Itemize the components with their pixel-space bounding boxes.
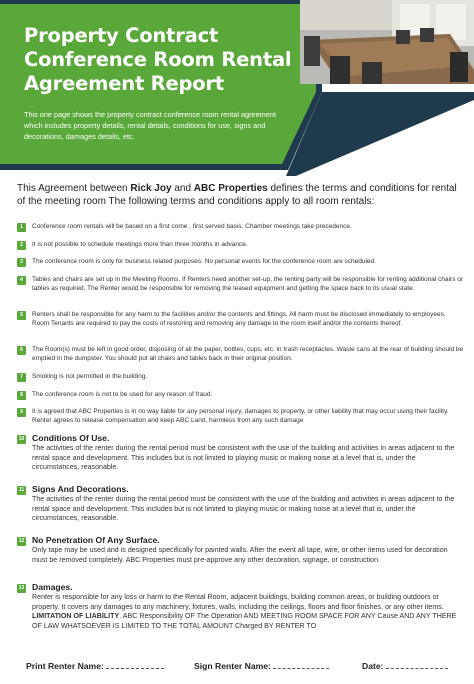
- section-number-badge: 11: [18, 487, 25, 493]
- item-number-badge: 8: [17, 391, 26, 400]
- section-number-badge: 12: [18, 538, 25, 544]
- lead-and: and: [171, 183, 194, 194]
- print-renter-name-field[interactable]: [26, 659, 164, 671]
- term-text: It is not possible to schedule meetings more than three months in advance.: [32, 241, 248, 248]
- print-renter-label: Print Renter Name:: [26, 661, 104, 671]
- sign-renter-line[interactable]: [273, 659, 329, 669]
- date-label: Date:: [362, 661, 384, 671]
- damages-body: Renter is responsible for any loss or harm to the Rental Room, adjacent buildings, building common areas, or building outdoors or property. It covers any damages to any machinery, fixtures, walls, including the ceilings, floors and floor finishes, or any other items.: [32, 593, 444, 611]
- sign-renter-label: Sign Renter Name:: [194, 661, 271, 671]
- item-number-badge: 6: [17, 346, 26, 355]
- term-text: It is agreed that ABC Properties is in no way liable for any personal injury, damages to property, or other liability that may occur using their facility. Renter agrees to release compensation and keep ABC Land, harmless from any such damage: [32, 408, 449, 425]
- section-number-badge: 10: [18, 436, 25, 442]
- item-number-badge: 4: [17, 276, 26, 285]
- title-line-1: Property Contract: [24, 24, 219, 47]
- item-number-badge: 1: [17, 223, 26, 232]
- sign-renter-name-field[interactable]: [194, 659, 329, 671]
- print-renter-line[interactable]: [106, 659, 164, 669]
- section-number-badge: 13: [18, 585, 25, 591]
- term-text: Tables and chairs are set up in the Meeting Rooms. If Renters need another set-up, the renting party will be responsible for renting additional chairs or tables as required. The Renter would be responsible for removing the leased equipment and getting the space back to its usual state.: [32, 276, 464, 293]
- lead-prefix: This Agreement between: [17, 183, 131, 194]
- page-title: [24, 24, 304, 96]
- item-number-badge: 7: [17, 373, 26, 382]
- term-text: Conference room rentals will be based on a first come , first served basis. Chamber meetings take precedence.: [32, 223, 352, 230]
- liability-heading: LIMITATION OF LIABILITY: [32, 612, 120, 621]
- section-title: No Penetration Of Any Surface.: [32, 535, 160, 545]
- item-number-badge: 3: [17, 258, 26, 267]
- section-body: Only tape may be used and is designed specifically for painted walls. After the event all tape, wire, or other items used for decoration must be removed completely. ABC Properties must pre-approve any other decoration, signage, or construction.: [32, 546, 448, 564]
- title-line-3: Agreement Report: [24, 72, 224, 95]
- date-field[interactable]: [362, 659, 448, 671]
- section-body: The activities of the renter during the rental period must be consistent with the use of the building and activities in areas adjacent to the rental space and development. This includes but is not limited to playing music or making noise at a level that is, under the circumstances, reasonable.: [32, 444, 455, 472]
- item-number-badge: 9: [17, 408, 26, 417]
- term-text: Renters shall be responsible for any harm to the facilities and/or the contents and fittings. All harm must be disclosed immediately to employees. Room Tenants are required to pay the costs of restoring and removing any damage to the room itself and/or the contents thereof.: [32, 311, 446, 328]
- term-text: The Room(s) must be left in good order, disposing of all the paper, bottles, cups, etc. in trash receptacles. Waste cans at the rear of building should be emptied in the dumpster. You should put all chairs and tables back in their original position.: [32, 346, 464, 363]
- item-number-badge: 2: [17, 241, 26, 250]
- item-number-badge: 5: [17, 311, 26, 320]
- term-text: Smoking is not permitted in the building.: [32, 373, 148, 380]
- party-owner: ABC Properties: [193, 183, 268, 194]
- signature-row: [26, 659, 466, 673]
- term-text: The conference room is only for business related purposes. No personal events for the conference room are scheduled.: [32, 258, 376, 265]
- section-body: [32, 593, 464, 631]
- lead-suffix: defines the terms and conditions for rental of the meeting room The following terms and conditions apply to all room rentals:: [17, 183, 457, 207]
- party-renter: Rick Joy: [130, 183, 172, 194]
- header-banner: [0, 0, 474, 176]
- date-line[interactable]: [386, 659, 448, 669]
- section-title: Signs And Decorations.: [32, 484, 129, 494]
- section-title: Damages.: [32, 582, 73, 592]
- conference-room-photo: [300, 0, 474, 84]
- section-title: Conditions Of Use.: [32, 433, 110, 443]
- term-text: The conference room is not to be used for any reason of fraud.: [32, 391, 213, 398]
- section-body: The activities of the renter during the rental period must be consistent with the use of the building and activities in areas adjacent to the rental space and development. This includes but is not limited to playing music or making noise at a level that is, under the circumstances, reasonable.: [32, 495, 455, 523]
- liability-text: . ABC Responsibility OF The Operation AND MEETING ROOM SPACE FOR ANY Cause AND ANY THERE OF LAW WHATSOEVER IS LIMITED TO THE TOTAL AMOUNT Charged BY RENTER TO: [32, 612, 457, 630]
- intro-text: This one page shows the property contract conference room rental agreement which includes property details, rental details, conditions for use, signs and decorations, damages details, etc.: [24, 110, 276, 141]
- agreement-lead: [17, 182, 461, 208]
- title-line-2: Conference Room Rental: [24, 48, 292, 71]
